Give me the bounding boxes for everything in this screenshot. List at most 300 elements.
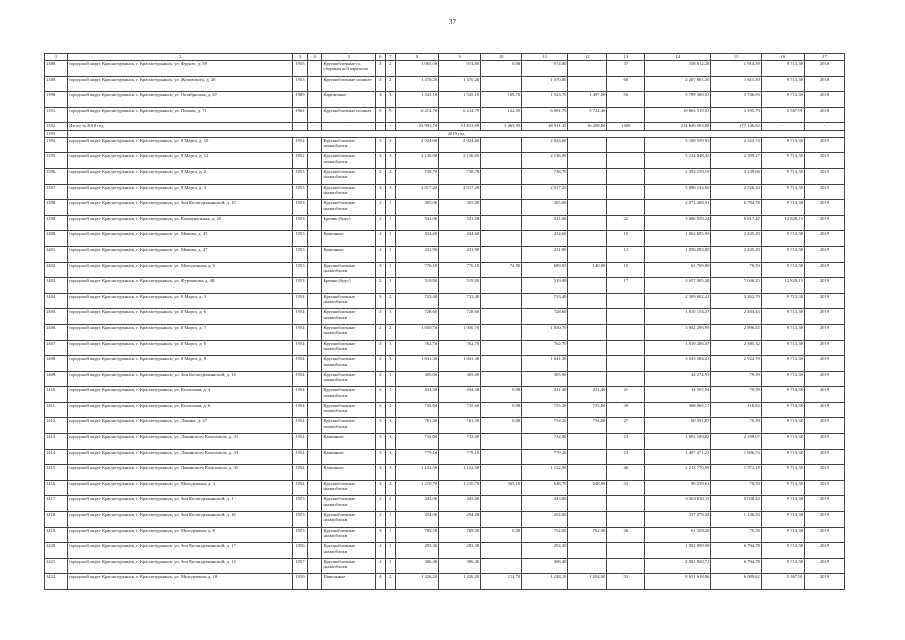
cell-addr: городской округ Краснотурьинск, г. Краснотурьинск, ул. Коммунальная, д. 2б xyxy=(68,215,293,231)
cell-c17: 2019 xyxy=(804,465,844,481)
cell-c14: 2 081 920,71 xyxy=(645,558,711,574)
cell-c7: 1 xyxy=(385,371,396,387)
cell-c12 xyxy=(568,61,607,77)
cell-c8: 305,00 xyxy=(396,200,439,216)
cell-c9: 293,30 xyxy=(439,543,481,559)
cell-c7: 2 xyxy=(385,402,396,418)
cell-c4 xyxy=(307,387,322,403)
cell-c14: 5 124 848,45 xyxy=(645,153,711,169)
cell-c13: 22 xyxy=(607,215,645,231)
cell-c11: 431,40 xyxy=(522,387,568,403)
cell-c7: 2 xyxy=(385,324,396,340)
cell-c7: 1 xyxy=(385,246,396,262)
cell-c9: 738,70 xyxy=(439,168,481,184)
cell-c4 xyxy=(307,262,322,278)
cell-c12 xyxy=(568,293,607,309)
cell-c11: 431,90 xyxy=(522,246,568,262)
cell-addr: городской округ Краснотурьинск, г. Краснотурьинск, ул. 8 Марта, д. 12 xyxy=(68,153,293,169)
cell-mat: Крупноблочные шлакоблоки xyxy=(322,168,376,184)
cell-c9: 732,00 xyxy=(439,434,481,450)
cell-c11: 733,40 xyxy=(522,293,568,309)
cell-addr: городской округ Краснотурьинск, г. Краснотурьинск, ул. Колхозная, д. 6 xyxy=(68,402,293,418)
cell-mat: Крупноблочные со сборным ж/б каркасом xyxy=(322,61,376,77)
cell-addr: городской округ Краснотурьинск, г. Краснотурьинск, ул. 8 Марта, д. 9 xyxy=(68,356,293,372)
cell-c11: 754,10 xyxy=(522,418,568,434)
cell-c15: 2 445,20 xyxy=(711,246,761,262)
cell-c4 xyxy=(307,340,322,356)
cell-c8: 294,00 xyxy=(396,512,439,528)
cell-mat: Бревно (брус) xyxy=(322,278,376,294)
cell-c16: 12 829,13 xyxy=(761,278,804,294)
cell-c13 xyxy=(607,184,645,200)
cell-c6: 3 xyxy=(376,184,385,200)
cell-id: 1391. xyxy=(45,107,68,123)
cell-c6: 2 xyxy=(376,215,385,231)
cell-c8: 434,60 xyxy=(396,231,439,247)
cell-c15: 79,59 xyxy=(711,262,761,278)
cell-c15: 6 817,42 xyxy=(711,215,761,231)
cell-c4 xyxy=(307,496,322,512)
cell-c4 xyxy=(307,107,322,123)
cell-c13 xyxy=(607,371,645,387)
cell-c4 xyxy=(307,527,322,543)
cell-c12 xyxy=(568,200,607,216)
cell-year: 1989 xyxy=(293,92,308,108)
cell-c4 xyxy=(307,324,322,340)
cell-c15: 79,59 xyxy=(711,418,761,434)
cell-mat: Крупноблочные шлакоблоки xyxy=(322,184,376,200)
cell-c9: 761,30 xyxy=(439,418,481,434)
cell-c7: 1 xyxy=(385,215,396,231)
cell-c12 xyxy=(568,356,607,372)
cell-c12 xyxy=(568,558,607,574)
table-row xyxy=(45,61,845,77)
cell-c9: 733,40 xyxy=(439,293,481,309)
column-number: 14 xyxy=(645,54,711,61)
cell-c17: 2019 xyxy=(804,168,844,184)
cell-id: 1398. xyxy=(45,200,68,216)
cell-c16: 9 713,38 xyxy=(761,76,804,92)
cell-c9: 2 024,60 xyxy=(439,137,481,153)
cell-c15: 2 896,45 xyxy=(711,324,761,340)
cell-id: 1405. xyxy=(45,309,68,325)
cell-id: 1421. xyxy=(45,558,68,574)
cell-year: 1961 xyxy=(293,107,308,123)
cell-c4 xyxy=(307,371,322,387)
cell-c9: 434,30 xyxy=(439,387,481,403)
table-row xyxy=(45,76,845,92)
cell-c12 xyxy=(568,449,607,465)
column-number: 13 xyxy=(607,54,645,61)
cell-addr: городской округ Краснотурьинск, г. Краснотурьинск, ул. Фрунзе, д. 59 xyxy=(68,61,293,77)
cell-c14: 61 769,80 xyxy=(645,262,711,278)
cell-c11: 1 122,50 xyxy=(522,465,568,481)
cell-c16: 9 713,38 xyxy=(761,61,804,77)
cell-id: 1401. xyxy=(45,246,68,262)
cell-year: 1953 xyxy=(293,76,308,92)
table-row xyxy=(45,324,845,340)
cell-c15: 9 038,44 xyxy=(711,496,761,512)
cell-c14: 558 612,28 xyxy=(645,61,711,77)
cell-mat: Крупноблочные шлакоблоки xyxy=(322,496,376,512)
cell-c13 xyxy=(607,496,645,512)
cell-c12: 431,40 xyxy=(568,387,607,403)
cell-year: 1953 xyxy=(293,278,308,294)
cell-addr: городской округ Краснотурьинск, г. Краснотурьинск, ул. Ленинского Комсомола, д. 35 xyxy=(68,465,293,481)
cell-c9: 305,00 xyxy=(439,371,481,387)
cell-c9: 1 122,50 xyxy=(439,465,481,481)
cell-c16: 9 713,38 xyxy=(761,324,804,340)
cell-c15: 177 146,62 xyxy=(711,123,761,131)
cell-c7: 1 xyxy=(385,543,396,559)
cell-c6: 3 xyxy=(376,480,385,496)
cell-c12 xyxy=(568,168,607,184)
cell-year: 1954 xyxy=(293,402,308,418)
cell-addr: городской округ Краснотурьинск, г. Краснотурьинск, ул. Ленина, д. 27 xyxy=(68,418,293,434)
cell-c17: 2019 xyxy=(804,309,844,325)
cell-c10 xyxy=(481,356,522,372)
cell-c10 xyxy=(481,168,522,184)
cell-year: 1954 xyxy=(293,480,308,496)
cell-c6: 4 xyxy=(376,574,385,590)
cell-c17: - xyxy=(804,123,844,131)
cell-c8: 776,10 xyxy=(396,262,439,278)
cell-c16: 9 713,38 xyxy=(761,512,804,528)
cell-c4 xyxy=(307,480,322,496)
cell-year: 1952 xyxy=(293,153,308,169)
cell-year: 1954 xyxy=(293,465,308,481)
column-number: 3 xyxy=(293,54,308,61)
cell-mat: Крупноблочные шлакоблоки xyxy=(322,324,376,340)
cell-addr: городской округ Краснотурьинск, г. Краснотурьинск, ул. Ленинского Комсомола, д. 33 xyxy=(68,449,293,465)
cell-c11: 293,30 xyxy=(522,543,568,559)
cell-c11: 294,00 xyxy=(522,512,568,528)
cell-c4 xyxy=(307,309,322,325)
cell-id: 1410. xyxy=(45,387,68,403)
cell-c10: 0,00 xyxy=(481,61,522,77)
table-row xyxy=(45,496,845,512)
cell-c8: 1 545,10 xyxy=(396,92,439,108)
cell-c12: 16 208,00 xyxy=(568,123,607,131)
cell-id: 1415. xyxy=(45,465,68,481)
cell-c13 xyxy=(607,340,645,356)
cell-c10 xyxy=(481,558,522,574)
cell-c12: 762,00 xyxy=(568,527,607,543)
table-row xyxy=(45,215,845,231)
cell-c9: 779,10 xyxy=(439,449,481,465)
cell-year: 1954 xyxy=(293,340,308,356)
cell-c8: 2 136,00 xyxy=(396,153,439,169)
cell-c17: 2019 xyxy=(804,231,844,247)
cell-c16: 9 713,38 xyxy=(761,480,804,496)
cell-id: 1409. xyxy=(45,371,68,387)
cell-c7: 3 xyxy=(385,137,396,153)
cell-c6: 3 xyxy=(376,262,385,278)
cell-c4 xyxy=(307,402,322,418)
cell-c14: 60 591,87 xyxy=(645,418,711,434)
table-row xyxy=(45,278,845,294)
cell-c7: 1 xyxy=(385,200,396,216)
page-number: 37 xyxy=(449,18,456,26)
cell-c9: 541,00 xyxy=(439,215,481,231)
cell-c14: 3 657 005,38 xyxy=(645,278,711,294)
cell-c9: 443,00 xyxy=(439,496,481,512)
cell-c4 xyxy=(307,449,322,465)
cell-c9: 6 214,70 xyxy=(439,107,481,123)
cell-year: 1953 xyxy=(293,184,308,200)
cell-c8: 443,00 xyxy=(396,496,439,512)
cell-c15: 79,59 xyxy=(711,371,761,387)
cell-addr: городской округ Краснотурьинск, г. Краснотурьинск, ул. Молодежная, д. 6 xyxy=(68,262,293,278)
cell-c16: 12 829,13 xyxy=(761,215,804,231)
cell-c10: 365,10 xyxy=(481,480,522,496)
cell-addr: городской округ Краснотурьинск, г. Краснотурьинск, ул. Молодежная, д. 8 xyxy=(68,527,293,543)
cell-c8: 434,30 xyxy=(396,387,439,403)
cell-mat: Крупноблочные силикат xyxy=(322,76,376,92)
cell-c15: 418,82 xyxy=(711,402,761,418)
cell-c4 xyxy=(307,543,322,559)
cell-mat: Крупноблочные шлакоблоки xyxy=(322,137,376,153)
cell-c7: 1 xyxy=(385,309,396,325)
cell-c6: 2 xyxy=(376,356,385,372)
table-row xyxy=(45,107,845,123)
cell-c17: 2019 xyxy=(804,246,844,262)
cell-addr: городской округ Краснотурьинск, г. Краснотурьинск, ул. Попова, д. 71 xyxy=(68,107,293,123)
cell-c17: 2019 xyxy=(804,496,844,512)
cell-c10: 0,00 xyxy=(481,527,522,543)
cell-c16: 9 713,38 xyxy=(761,184,804,200)
cell-c9: 1 210,70 xyxy=(439,480,481,496)
cell-c8: 541,00 xyxy=(396,215,439,231)
cell-c15: 6 794,78 xyxy=(711,543,761,559)
cell-c11: 305,00 xyxy=(522,200,568,216)
cell-c14: 2 393 159,19 xyxy=(645,168,711,184)
cell-year: 1952 xyxy=(293,137,308,153)
cell-c14: 1 810 154,27 xyxy=(645,309,711,325)
cell-c13 xyxy=(607,309,645,325)
cell-c16: 9 713,38 xyxy=(761,558,804,574)
cell-c17: 2019 xyxy=(804,340,844,356)
cell-id: 1403. xyxy=(45,278,68,294)
cell-id: 1414. xyxy=(45,449,68,465)
cell-c10 xyxy=(481,543,522,559)
cell-c11: 728,60 xyxy=(522,309,568,325)
cell-c4 xyxy=(307,356,322,372)
cell-c14: 2 207 801,20 xyxy=(645,76,711,92)
cell-c14: 5 109 559,93 xyxy=(645,137,711,153)
cell-addr: городской округ Краснотурьинск, г. Краснотурьинск, ул. 8 Марта, д. 3 xyxy=(68,293,293,309)
cell-c13 xyxy=(607,356,645,372)
cell-c4 xyxy=(307,92,322,108)
housing-register-table xyxy=(44,53,845,590)
cell-mat: Крупноблочные шлакоблоки xyxy=(322,527,376,543)
cell-c13: 30 xyxy=(607,402,645,418)
cell-c12 xyxy=(568,153,607,169)
cell-c10 xyxy=(481,434,522,450)
cell-c16: 9 713,38 xyxy=(761,309,804,325)
column-number: 1 xyxy=(45,54,68,61)
cell-c15: 1 146,53 xyxy=(711,512,761,528)
cell-c9: 294,00 xyxy=(439,512,481,528)
cell-c13: 1409 xyxy=(607,123,645,131)
cell-addr: городской округ Краснотурьинск, г. Краснотурьинск, ул. 8 Марта, д. 6 xyxy=(68,309,293,325)
cell-c13: 15 xyxy=(607,262,645,278)
cell-addr: городской округ Краснотурьинск, г. Краснотурьинск, ул. Фурманова, д. 48 xyxy=(68,278,293,294)
cell-addr: городской округ Краснотурьинск, г. Краснотурьинск, ул. 8 Марта, д. 10 xyxy=(68,137,293,153)
cell-c13 xyxy=(607,543,645,559)
cell-c8: 52 993,70 xyxy=(396,123,439,131)
cell-c4 xyxy=(307,434,322,450)
cell-c13 xyxy=(607,512,645,528)
cell-mat: Крупноблочные шлакоблоки xyxy=(322,371,376,387)
cell-c15: 3 746,93 xyxy=(711,92,761,108)
cell-c8: 1 065,00 xyxy=(396,61,439,77)
cell-c12: 648,00 xyxy=(568,480,607,496)
cell-mat: Крупноблочные шлакоблоки xyxy=(322,200,376,216)
cell-c7: 2 xyxy=(385,76,396,92)
table-row xyxy=(45,184,845,200)
cell-c6: 2 xyxy=(376,543,385,559)
cell-addr: городской округ Краснотурьинск, г. Краснотурьинск, ул. Жуковского, д. 20 xyxy=(68,76,293,92)
cell-c10: 169,70 xyxy=(481,92,522,108)
cell-mat: Бревно (брус) xyxy=(322,215,376,231)
cell-c13: 21 xyxy=(607,387,645,403)
cell-c13 xyxy=(607,137,645,153)
cell-c17: 2019 xyxy=(804,278,844,294)
cell-addr: городской округ Краснотурьинск, г. Краснотурьинск, ул. Молодежная, д. 18 xyxy=(68,574,293,590)
cell-c12 xyxy=(568,231,607,247)
cell-c9: 2 017,20 xyxy=(439,184,481,200)
cell-c12 xyxy=(568,246,607,262)
cell-c16: 9 713,38 xyxy=(761,340,804,356)
cell-mat: Крупноблочные шлакоблоки xyxy=(322,402,376,418)
column-number: 17 xyxy=(804,54,844,61)
cell-c11: 762,70 xyxy=(522,340,568,356)
cell-c9: 769,50 xyxy=(439,527,481,543)
cell-c8: 2 017,20 xyxy=(396,184,439,200)
cell-c9: 974,00 xyxy=(439,61,481,77)
cell-c15: 2 523,74 xyxy=(711,137,761,153)
cell-c12: 754,00 xyxy=(568,418,607,434)
cell-c9: 305,00 xyxy=(439,200,481,216)
cell-c17: 2019 xyxy=(804,153,844,169)
cell-id: 1407. xyxy=(45,340,68,356)
cell-year: 1954 xyxy=(293,418,308,434)
cell-year: 1954 xyxy=(293,387,308,403)
cell-c7: - xyxy=(385,123,396,131)
column-number: 7 xyxy=(385,54,396,61)
cell-c11: 2 024,60 xyxy=(522,137,568,153)
cell-year: 1954 xyxy=(293,356,308,372)
cell-c8: 762,70 xyxy=(396,340,439,356)
cell-c11: 1 523,70 xyxy=(522,92,568,108)
cell-c15: 1 972,18 xyxy=(711,465,761,481)
cell-year: 1956 xyxy=(293,543,308,559)
cell-c10: 122,05 xyxy=(481,107,522,123)
cell-c11: 779,10 xyxy=(522,449,568,465)
cell-id: 1389. xyxy=(45,76,68,92)
cell-c6: 2 xyxy=(376,246,385,262)
column-number: 4 xyxy=(307,54,322,61)
cell-c14: 2 213 770,09 xyxy=(645,465,711,481)
cell-year: 1954 xyxy=(293,309,308,325)
cell-mat: Кирпичные xyxy=(322,92,376,108)
cell-c13: 60 xyxy=(607,76,645,92)
cell-c8: 769,50 xyxy=(396,527,439,543)
cell-c12 xyxy=(568,496,607,512)
cell-id: 1418. xyxy=(45,512,68,528)
cell-c15: 6 794,78 xyxy=(711,200,761,216)
table-row xyxy=(45,387,845,403)
cell-c13 xyxy=(607,558,645,574)
cell-c12 xyxy=(568,324,607,340)
table-row xyxy=(45,574,845,590)
cell-c12 xyxy=(568,278,607,294)
cell-c11: 434,60 xyxy=(522,231,568,247)
cell-c11: 762,00 xyxy=(522,527,568,543)
cell-year: 1954 xyxy=(293,293,308,309)
table-row xyxy=(45,512,845,528)
cell-c7: 3 xyxy=(385,92,396,108)
table-row xyxy=(45,402,845,418)
cell-c6: 3 xyxy=(376,449,385,465)
cell-c6: - xyxy=(376,123,385,131)
cell-id: 1408. xyxy=(45,356,68,372)
cell-c15: 2 484,43 xyxy=(711,309,761,325)
cell-c14: 5 096 134,60 xyxy=(645,184,711,200)
cell-year: 1953 xyxy=(293,231,308,247)
cell-c10 xyxy=(481,153,522,169)
cell-id: 1392. xyxy=(45,123,68,131)
cell-c10 xyxy=(481,137,522,153)
cell-c17: 2019 xyxy=(804,480,844,496)
cell-c14: 1 056 083,85 xyxy=(645,246,711,262)
cell-c4 xyxy=(307,558,322,574)
cell-year: 1955 xyxy=(293,496,308,512)
cell-mat: Каменные xyxy=(322,246,376,262)
cell-c10: 3 463,95 xyxy=(481,123,522,131)
cell-c8: 305,00 xyxy=(396,371,439,387)
cell-c9: 51 823,00 xyxy=(439,123,481,131)
cell-mat: Каменные xyxy=(322,231,376,247)
cell-c11: 974,00 xyxy=(522,61,568,77)
table-row xyxy=(45,231,845,247)
cell-c16: 9 713,38 xyxy=(761,496,804,512)
cell-c11: 2 136,00 xyxy=(522,153,568,169)
cell-c17: 2019 xyxy=(804,215,844,231)
cell-id: 1402. xyxy=(45,262,68,278)
cell-mat: Каменные xyxy=(322,434,376,450)
cell-c12 xyxy=(568,76,607,92)
cell-c9: 431,90 xyxy=(439,246,481,262)
column-number: 5 xyxy=(322,54,376,61)
cell-c10 xyxy=(481,200,522,216)
cell-year: 1955 xyxy=(293,512,308,528)
cell-c7: 1 xyxy=(385,434,396,450)
cell-c14: 2 389 602,41 xyxy=(645,293,711,309)
cell-c8: 2 024,60 xyxy=(396,137,439,153)
cell-addr: городской округ Краснотурьинск, г. Краснотурьинск, ул. 8 Марта, д. 4 xyxy=(68,184,293,200)
column-number: 2 xyxy=(68,54,293,61)
cell-mat: Крупноблочные шлакоблоки xyxy=(322,356,376,372)
table-row xyxy=(45,262,845,278)
cell-year: 1957 xyxy=(293,558,308,574)
cell-c14: 3 686 059,24 xyxy=(645,215,711,231)
cell-c11: 648,70 xyxy=(522,480,568,496)
cell-id: 1404. xyxy=(45,293,68,309)
cell-mat: Крупноблочные шлакоблоки xyxy=(322,512,376,528)
cell-c17: 2019 xyxy=(804,512,844,528)
